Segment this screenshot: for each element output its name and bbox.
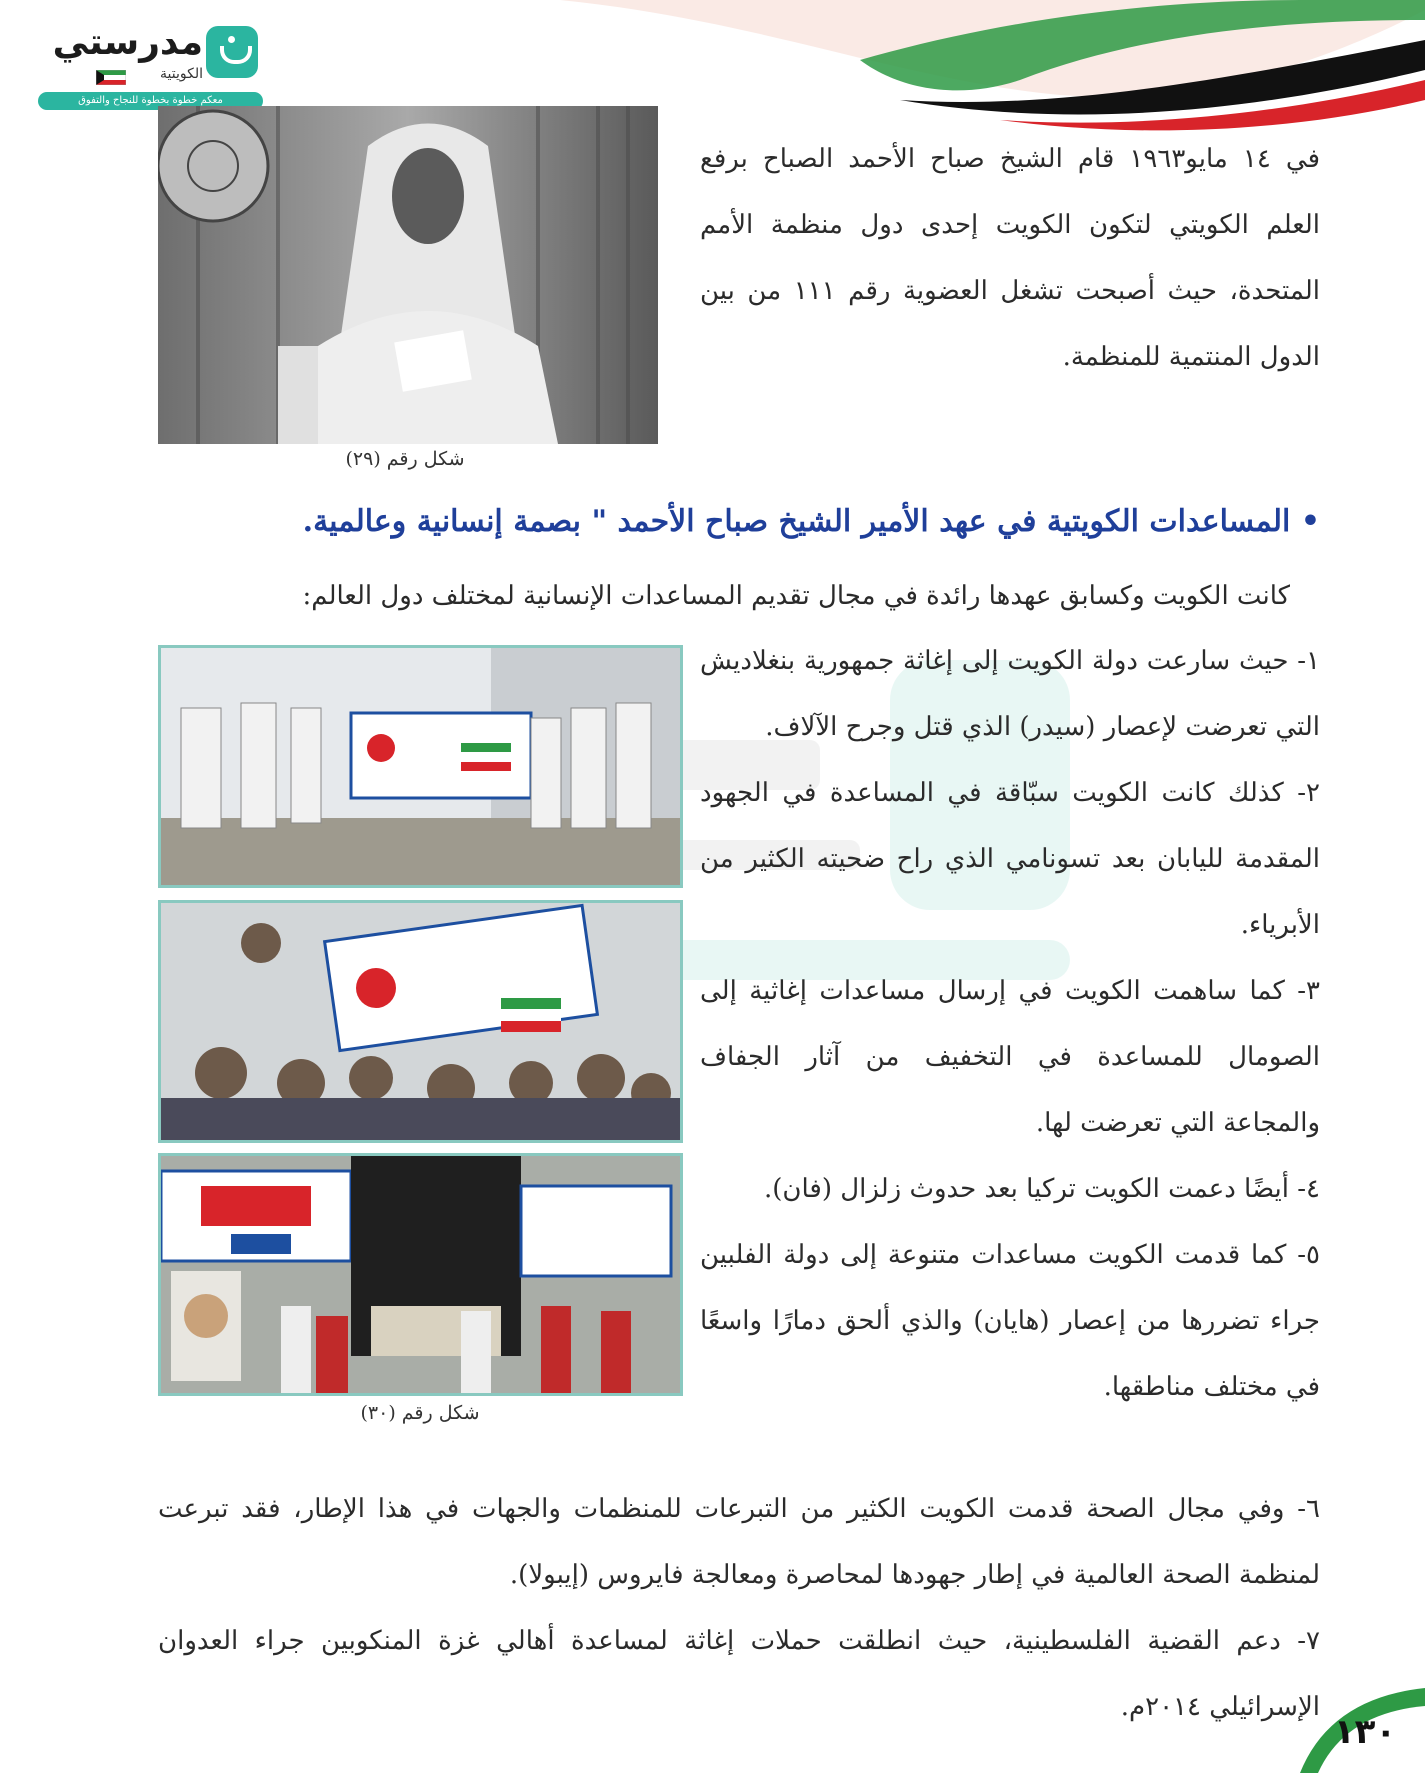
figure-30-caption: شكل رقم (٣٠) xyxy=(360,1402,480,1424)
list-item: ٣- كما ساهمت الكويت في إرسال مساعدات إغاثية إلى الصومال للمساعدة في التخفيف من آثار الجفاف والمجاعة التي تعرضت لها. xyxy=(700,976,1320,1138)
list-item: ٢- كذلك كانت الكويت سبّاقة في المساعدة في الجهود المقدمة لليابان بعد تسونامي الذي راح ضحيته الكثير من الأبرياء. xyxy=(700,778,1320,940)
list-item: ٥- كما قدمت الكويت مساعدات متنوعة إلى دولة الفلبين جراء تضررها من إعصار (هايان) والذي ألحق دمارًا واسعًا في مختلف مناطقها. xyxy=(700,1240,1320,1402)
figure-29-photo xyxy=(158,106,658,444)
figure-30-photo-bangladesh xyxy=(158,645,683,888)
list-item: ١- حيث سارعت دولة الكويت إلى إغاثة جمهورية بنغلاديش التي تعرضت لإعصار (سيدر) الذي قتل وجرح الآلاف. xyxy=(700,646,1320,742)
logo-name: مدرستي xyxy=(52,22,203,63)
logo-subtitle: الكويتية xyxy=(160,66,203,82)
figure-30-photo-somalia xyxy=(158,900,683,1143)
logo-tagline: معكم خطوة بخطوة للنجاح والتفوق xyxy=(38,92,263,110)
section-heading: • المساعدات الكويتية في عهد الأمير الشيخ صباح الأحمد " بصمة إنسانية وعالمية. xyxy=(302,504,1320,539)
sheikh-at-un-image xyxy=(158,106,658,444)
aid-list-beside-photos xyxy=(700,628,1320,1420)
intro-paragraph: في ١٤ مايو١٩٦٣ قام الشيخ صباح الأحمد الصباح برفع العلم الكويتي لتكون الكويت إحدى دول منظمة الأمم المتحدة، حيث أصبحت تشغل العضوية رقم ١١١ من بين الدول المنتمية للمنظمة. xyxy=(700,144,1321,372)
figure-29-caption: شكل رقم (٢٩) xyxy=(345,448,465,470)
figure-30-photo-lebanon xyxy=(158,1153,683,1396)
aid-list-full-width xyxy=(158,1476,1320,1740)
page-number: ١٣٠ xyxy=(1333,1712,1397,1752)
list-item: ٧- دعم القضية الفلسطينية، حيث انطلقت حملات إغاثة لمساعدة أهالي غزة المنكوبين جراء العدوان الإسرائيلي ٢٠١٤م. xyxy=(158,1626,1320,1722)
lead-sentence: كانت الكويت وكسابق عهدها رائدة في مجال تقديم المساعدات الإنسانية لمختلف دول العالم: xyxy=(302,581,1290,611)
madrasati-logo-icon xyxy=(206,26,258,78)
list-item: ٦- وفي مجال الصحة قدمت الكويت الكثير من التبرعات للمنظمات والجهات في هذا الإطار، فقد تبرعت لمنظمة الصحة العالمية في إطار جهودها لمحاصرة ومعالجة فايروس (إيبولا). xyxy=(158,1494,1320,1590)
madrasati-logo xyxy=(38,20,270,110)
list-item: ٤- أيضًا دعمت الكويت تركيا بعد حدوث زلزال (فان). xyxy=(764,1174,1320,1204)
